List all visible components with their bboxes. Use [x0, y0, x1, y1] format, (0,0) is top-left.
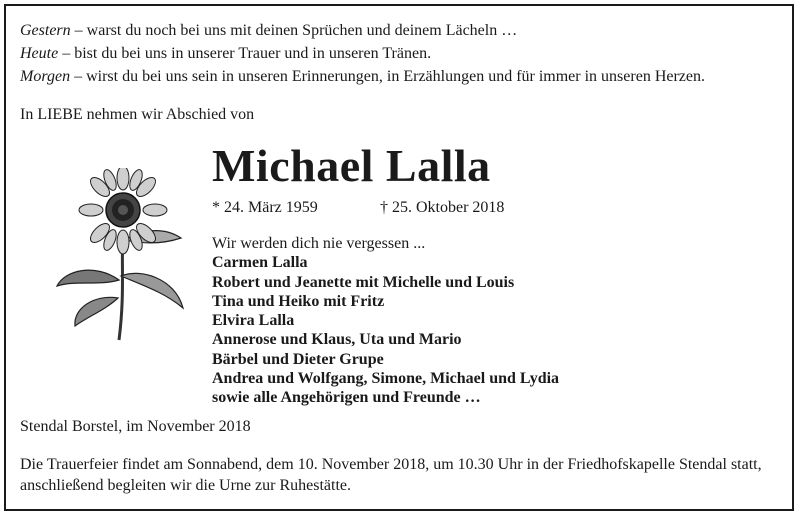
mourners-list: [212, 234, 559, 408]
mourners-intro: Wir werden dich nie vergessen ...: [212, 235, 426, 252]
poem-line: Heute – bist du bei uns in unserer Trauer und in unseren Tränen.: [20, 45, 432, 62]
birth-date: * 24. März 1959: [212, 199, 318, 216]
deceased-name: Michael Lalla: [212, 140, 491, 191]
death-date: † 25. Oktober 2018: [380, 199, 505, 216]
place-date: Stendal Borstel, im November 2018: [20, 418, 251, 435]
mourner-line: Tina und Heiko mit Fritz: [212, 292, 385, 310]
poem-line: Morgen – wirst du bei uns sein in unseren Erinnerungen, in Erzählungen und für immer in unseren Herzen.: [20, 68, 705, 85]
mourner-line: Annerose und Klaus, Uta und Mario: [212, 331, 462, 349]
mourner-line: Robert und Jeanette mit Michelle und Louis: [212, 273, 515, 291]
mourner-line: Elvira Lalla: [212, 312, 295, 330]
funeral-info: Die Trauerfeier findet am Sonnabend, dem 10. November 2018, um 10.30 Uhr in der Friedhofskapelle Stendal statt, anschließend begleiten wir die Urne zur Ruhestätte.: [20, 456, 762, 494]
poem-line: Gestern – warst du noch bei uns mit deinen Sprüchen und deinem Lächeln …: [20, 22, 518, 39]
sunflower-icon: [55, 168, 195, 343]
intro-text: In LIEBE nehmen wir Abschied von: [20, 106, 255, 123]
mourner-line: sowie alle Angehörigen und Freunde …: [212, 389, 481, 407]
mourner-line: Andrea und Wolfgang, Simone, Michael und Lydia: [212, 370, 560, 388]
poem: [20, 19, 705, 88]
mourner-line: Bärbel und Dieter Grupe: [212, 350, 384, 368]
mourner-line: Carmen Lalla: [212, 254, 308, 272]
